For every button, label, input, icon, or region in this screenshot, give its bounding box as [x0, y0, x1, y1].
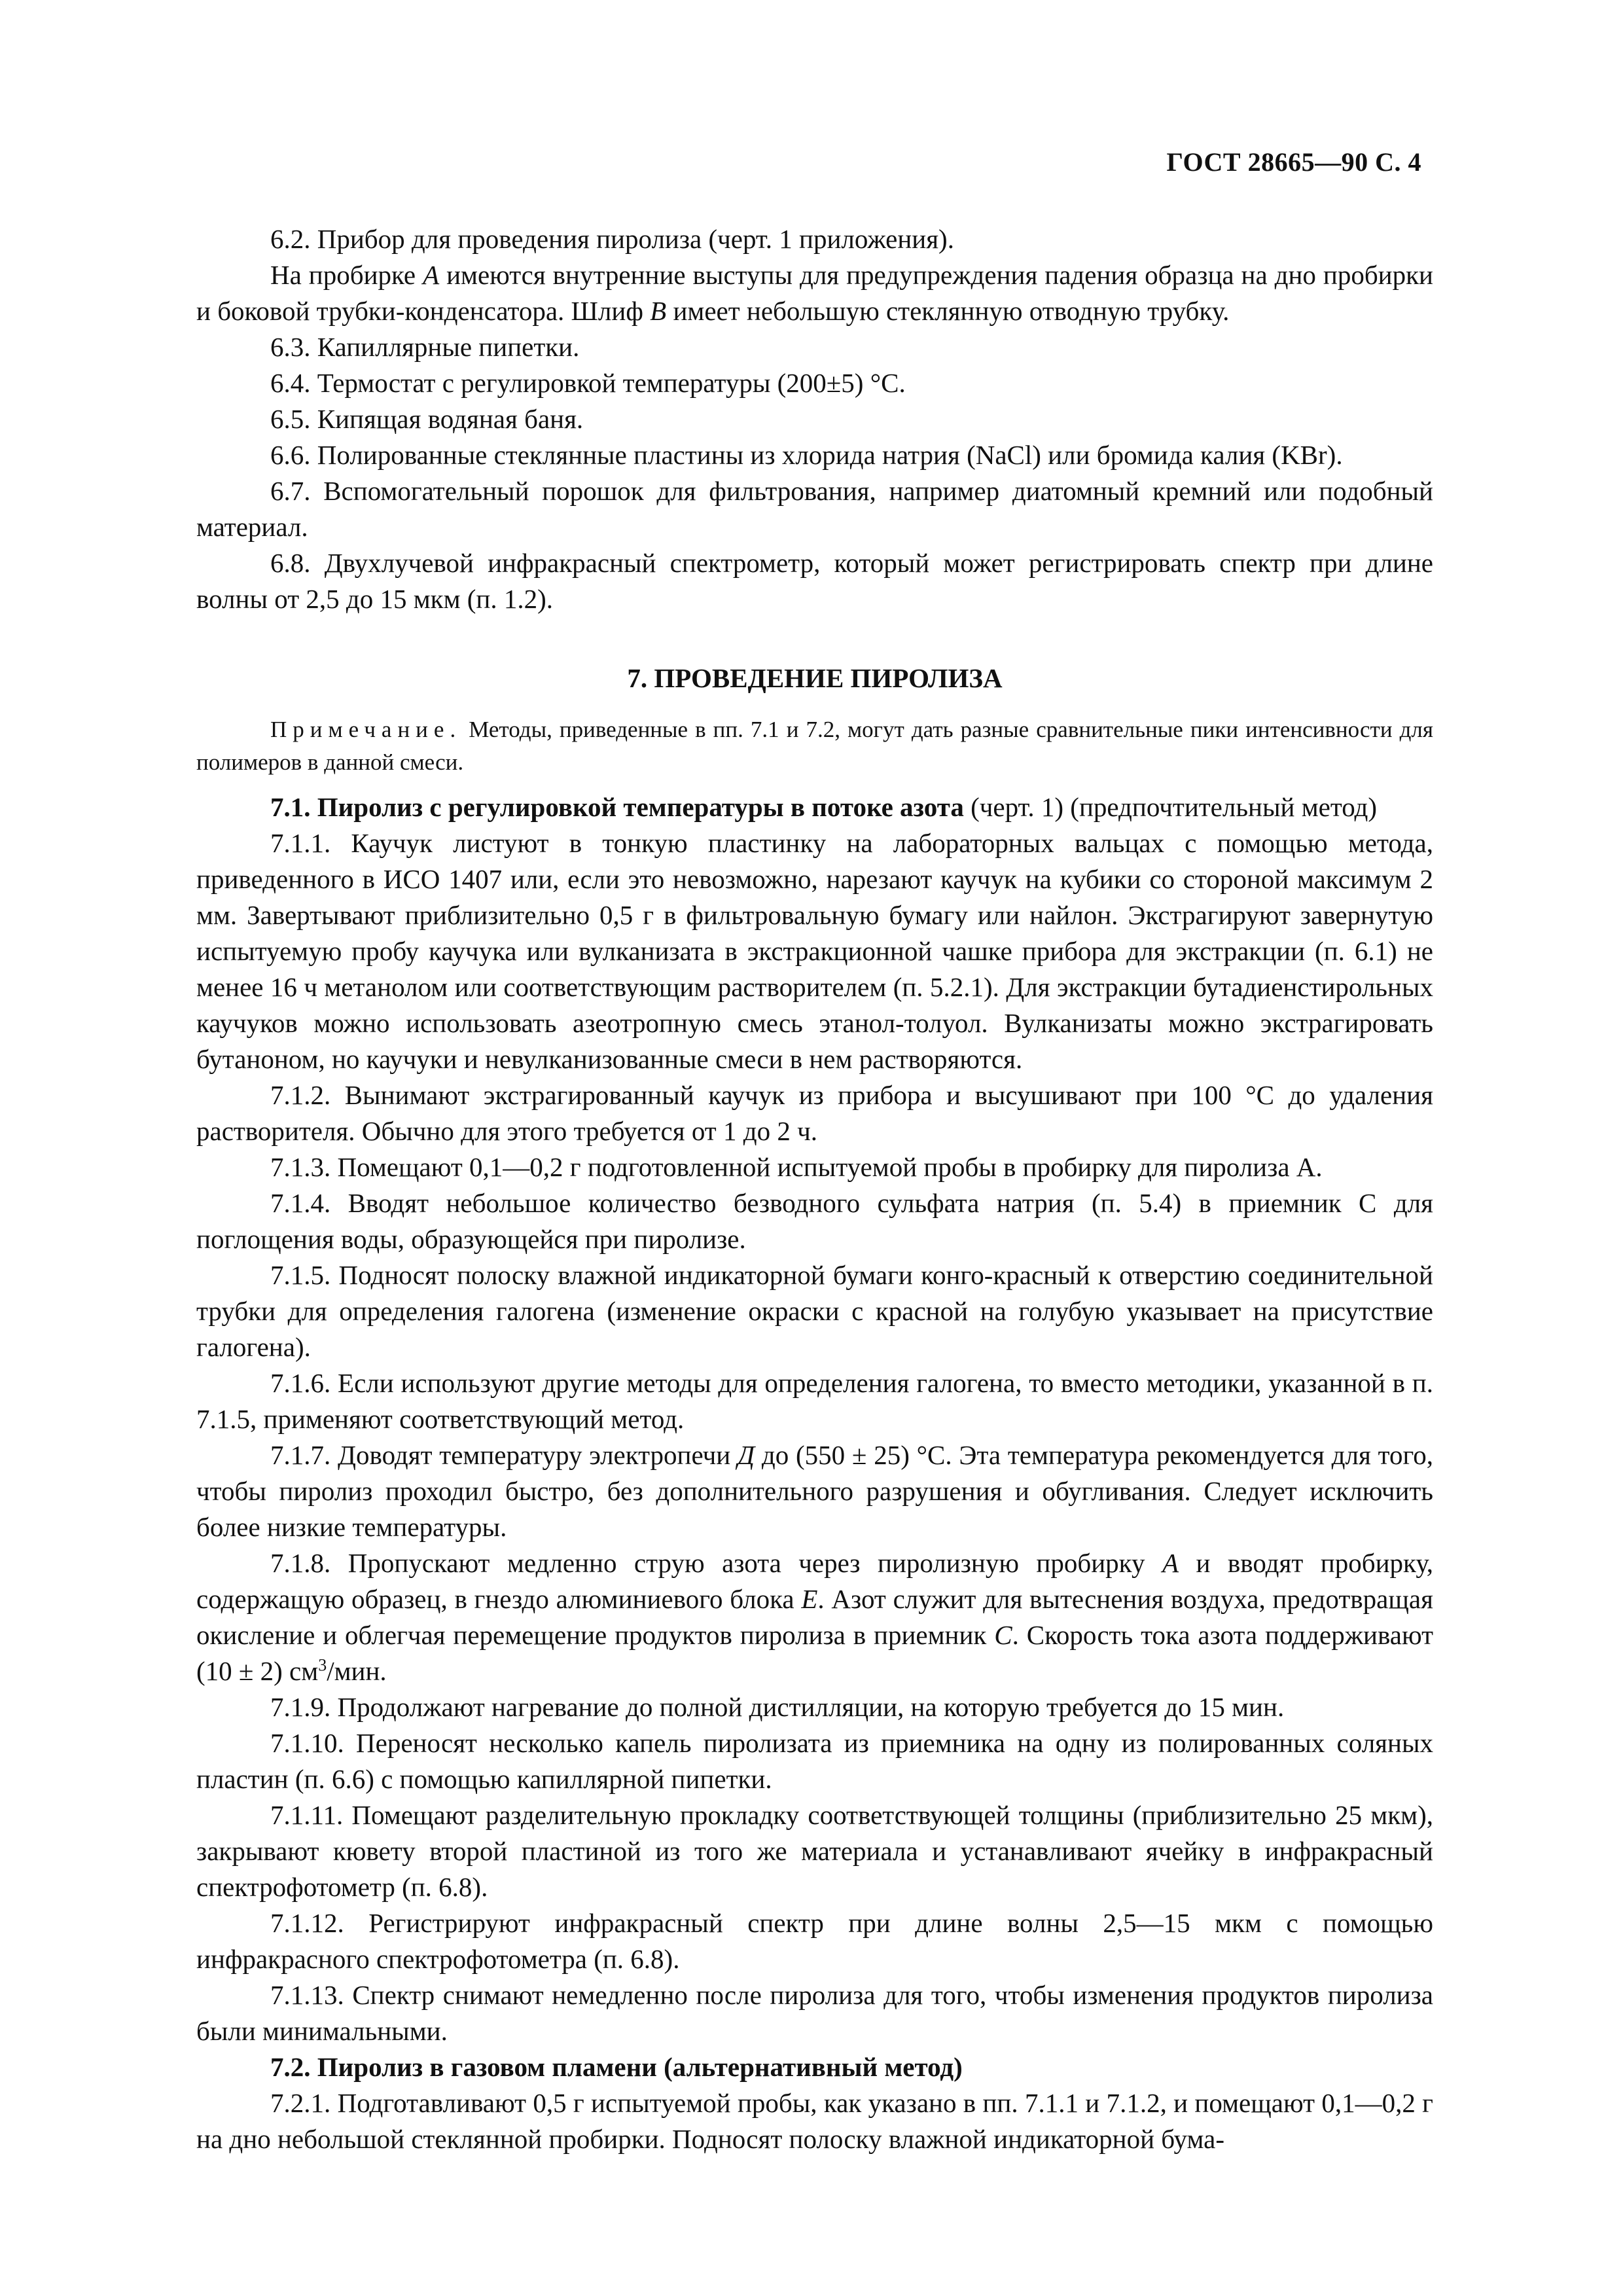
note-text: Методы, приведенные в пп. 7.1 и 7.2, могут дать разные сравнительные пики интенсивности для полимеров в данной смеси.: [196, 717, 1433, 775]
paragraph-7-1-9: 7.1.9. Продолжают нагревание до полной дистилляции, на которую требуется до 15 мин.: [270, 1692, 1285, 1722]
paragraph-7-1-12: 7.1.12. Регистрируют инфракрасный спектр при длине волны 2,5—15 мкм с помощью инфракрасного спектрофотометра (п. 6.8).: [196, 1908, 1433, 1974]
paragraph-7-1-4: 7.1.4. Вводят небольшое количество безводного сульфата натрия (п. 5.4) в приемник С для поглощения воды, образующейся при пиролизе.: [196, 1188, 1433, 1254]
paragraph-7-1-2: 7.1.2. Вынимают экстрагированный каучук из прибора и высушивают при 100 °С до удаления растворителя. Обычно для этого требуется от 1 до 2 ч.: [196, 1080, 1433, 1146]
document-body: [196, 221, 1433, 2157]
paragraph-7-1-10: 7.1.10. Переносят несколько капель пиролизата из приемника на одну из полированных соляных пластин (п. 6.6) с помощью капиллярной пипетки.: [196, 1728, 1433, 1794]
paragraph-7-1-11: 7.1.11. Помещают разделительную прокладку соответствующей толщины (приблизительно 25 мкм), закрывают кювету второй пластиной из того же материала и устанавливают ячейку в инфракрасный спектрофотометр (п. 6.8).: [196, 1800, 1433, 1902]
paragraph-6-3: 6.3. Капиллярные пипетки.: [270, 332, 580, 362]
paragraph-6-6: 6.6. Полированные стеклянные пластины из хлорида натрия (NaCl) или бромида калия (KBr).: [270, 440, 1343, 470]
paragraph-7-1-3: 7.1.3. Помещают 0,1—0,2 г подготовленной испытуемой пробы в пробирку для пиролиза А.: [270, 1152, 1323, 1182]
paragraph-6-2-detail: На пробирке А имеются внутренние выступы для предупреждения падения образца на дно пробирки и боковой трубки-конденсатора. Шлиф В имеет небольшую стеклянную отводную трубку.: [196, 260, 1433, 326]
heading-7-2: 7.2. Пиролиз в газовом пламени (альтернативный метод): [270, 2052, 963, 2082]
paragraph-7-1-5: 7.1.5. Подносят полоску влажной индикаторной бумаги конго-красный к отверстию соединительной трубки для определения галогена (изменение окраски с красной на голубую указывает на присутствие галогена).: [196, 1260, 1433, 1362]
paragraph-7-1-8: 7.1.8. Пропускают медленно струю азота через пиролизную пробирку А и вводят пробирку, содержащую образец, в гнездо алюминиевого блока Е. Азот служит для вытеснения воздуха, предотвращая окисление и облегчая перемещение продуктов пиролиза в приемник С. Скорость тока азота поддерживают (10 ± 2) $см^3$/мин.: [196, 1548, 1433, 1686]
note: [196, 713, 1433, 779]
paragraph-7-2-1: 7.2.1. Подготавливают 0,5 г испытуемой пробы, как указано в пп. 7.1.1 и 7.1.2, и помещают 0,1—0,2 г на дно небольшой стеклянной пробирки. Подносят полоску влажной индикаторной бума-: [196, 2088, 1433, 2154]
paragraph-7-1-7: 7.1.7. Доводят температуру электропечи Д до (550 ± 25) °С. Эта температура рекомендуется для того, чтобы пиролиз проходил быстро, без дополнительного разрушения и обугливания. Следует исключить более низкие температуры.: [196, 1440, 1433, 1542]
note-label: Примечание.: [270, 717, 462, 742]
heading-7-1: 7.1. Пиролиз с регулировкой температуры в потоке азота (черт. 1) (предпочтительный метод): [270, 792, 1378, 822]
page-header: ГОСТ 28665—90 С. 4: [1166, 147, 1421, 177]
paragraph-6-8: 6.8. Двухлучевой инфракрасный спектрометр, который может регистрировать спектр при длине волны от 2,5 до 15 мкм (п. 1.2).: [196, 548, 1433, 614]
paragraph-6-7: 6.7. Вспомогательный порошок для фильтрования, например диатомный кремний или подобный материал.: [196, 476, 1433, 542]
paragraph-7-1-1: 7.1.1. Каучук листуют в тонкую пластинку на лабораторных вальцах с помощью метода, приведенного в ИСО 1407 или, если это невозможно, нарезают каучук на кубики со стороной максимум 2 мм. Завертывают приблизительно 0,5 г в фильтровальную бумагу или найлон. Экстрагируют завернутую испытуемую пробу каучука или вулканизата в экстракционной чашке прибора для экстракции (п. 6.1) не менее 16 ч метанолом или соответствующим растворителем (п. 5.2.1). Для экстракции бутадиенстирольных каучуков можно использовать азеотропную смесь этанол-толуол. Вулканизаты можно экстрагировать бутаноном, но каучуки и невулканизованные смеси в нем растворяются.: [196, 828, 1433, 1074]
paragraph-7-1-13: 7.1.13. Спектр снимают немедленно после пиролиза для того, чтобы изменения продуктов пиролиза были минимальными.: [196, 1980, 1433, 2046]
paragraph-6-4: 6.4. Термостат с регулировкой температуры (200±5) °С.: [270, 368, 906, 398]
paragraph-6-5: 6.5. Кипящая водяная баня.: [270, 404, 584, 434]
paragraph-6-2: 6.2. Прибор для проведения пиролиза (черт. 1 приложения).: [270, 224, 954, 254]
section-title-7: 7. ПРОВЕДЕНИЕ ПИРОЛИЗА: [627, 663, 1003, 693]
paragraph-7-1-6: 7.1.6. Если используют другие методы для определения галогена, то вместо методики, указанной в п. 7.1.5, применяют соответствующий метод.: [196, 1368, 1433, 1434]
